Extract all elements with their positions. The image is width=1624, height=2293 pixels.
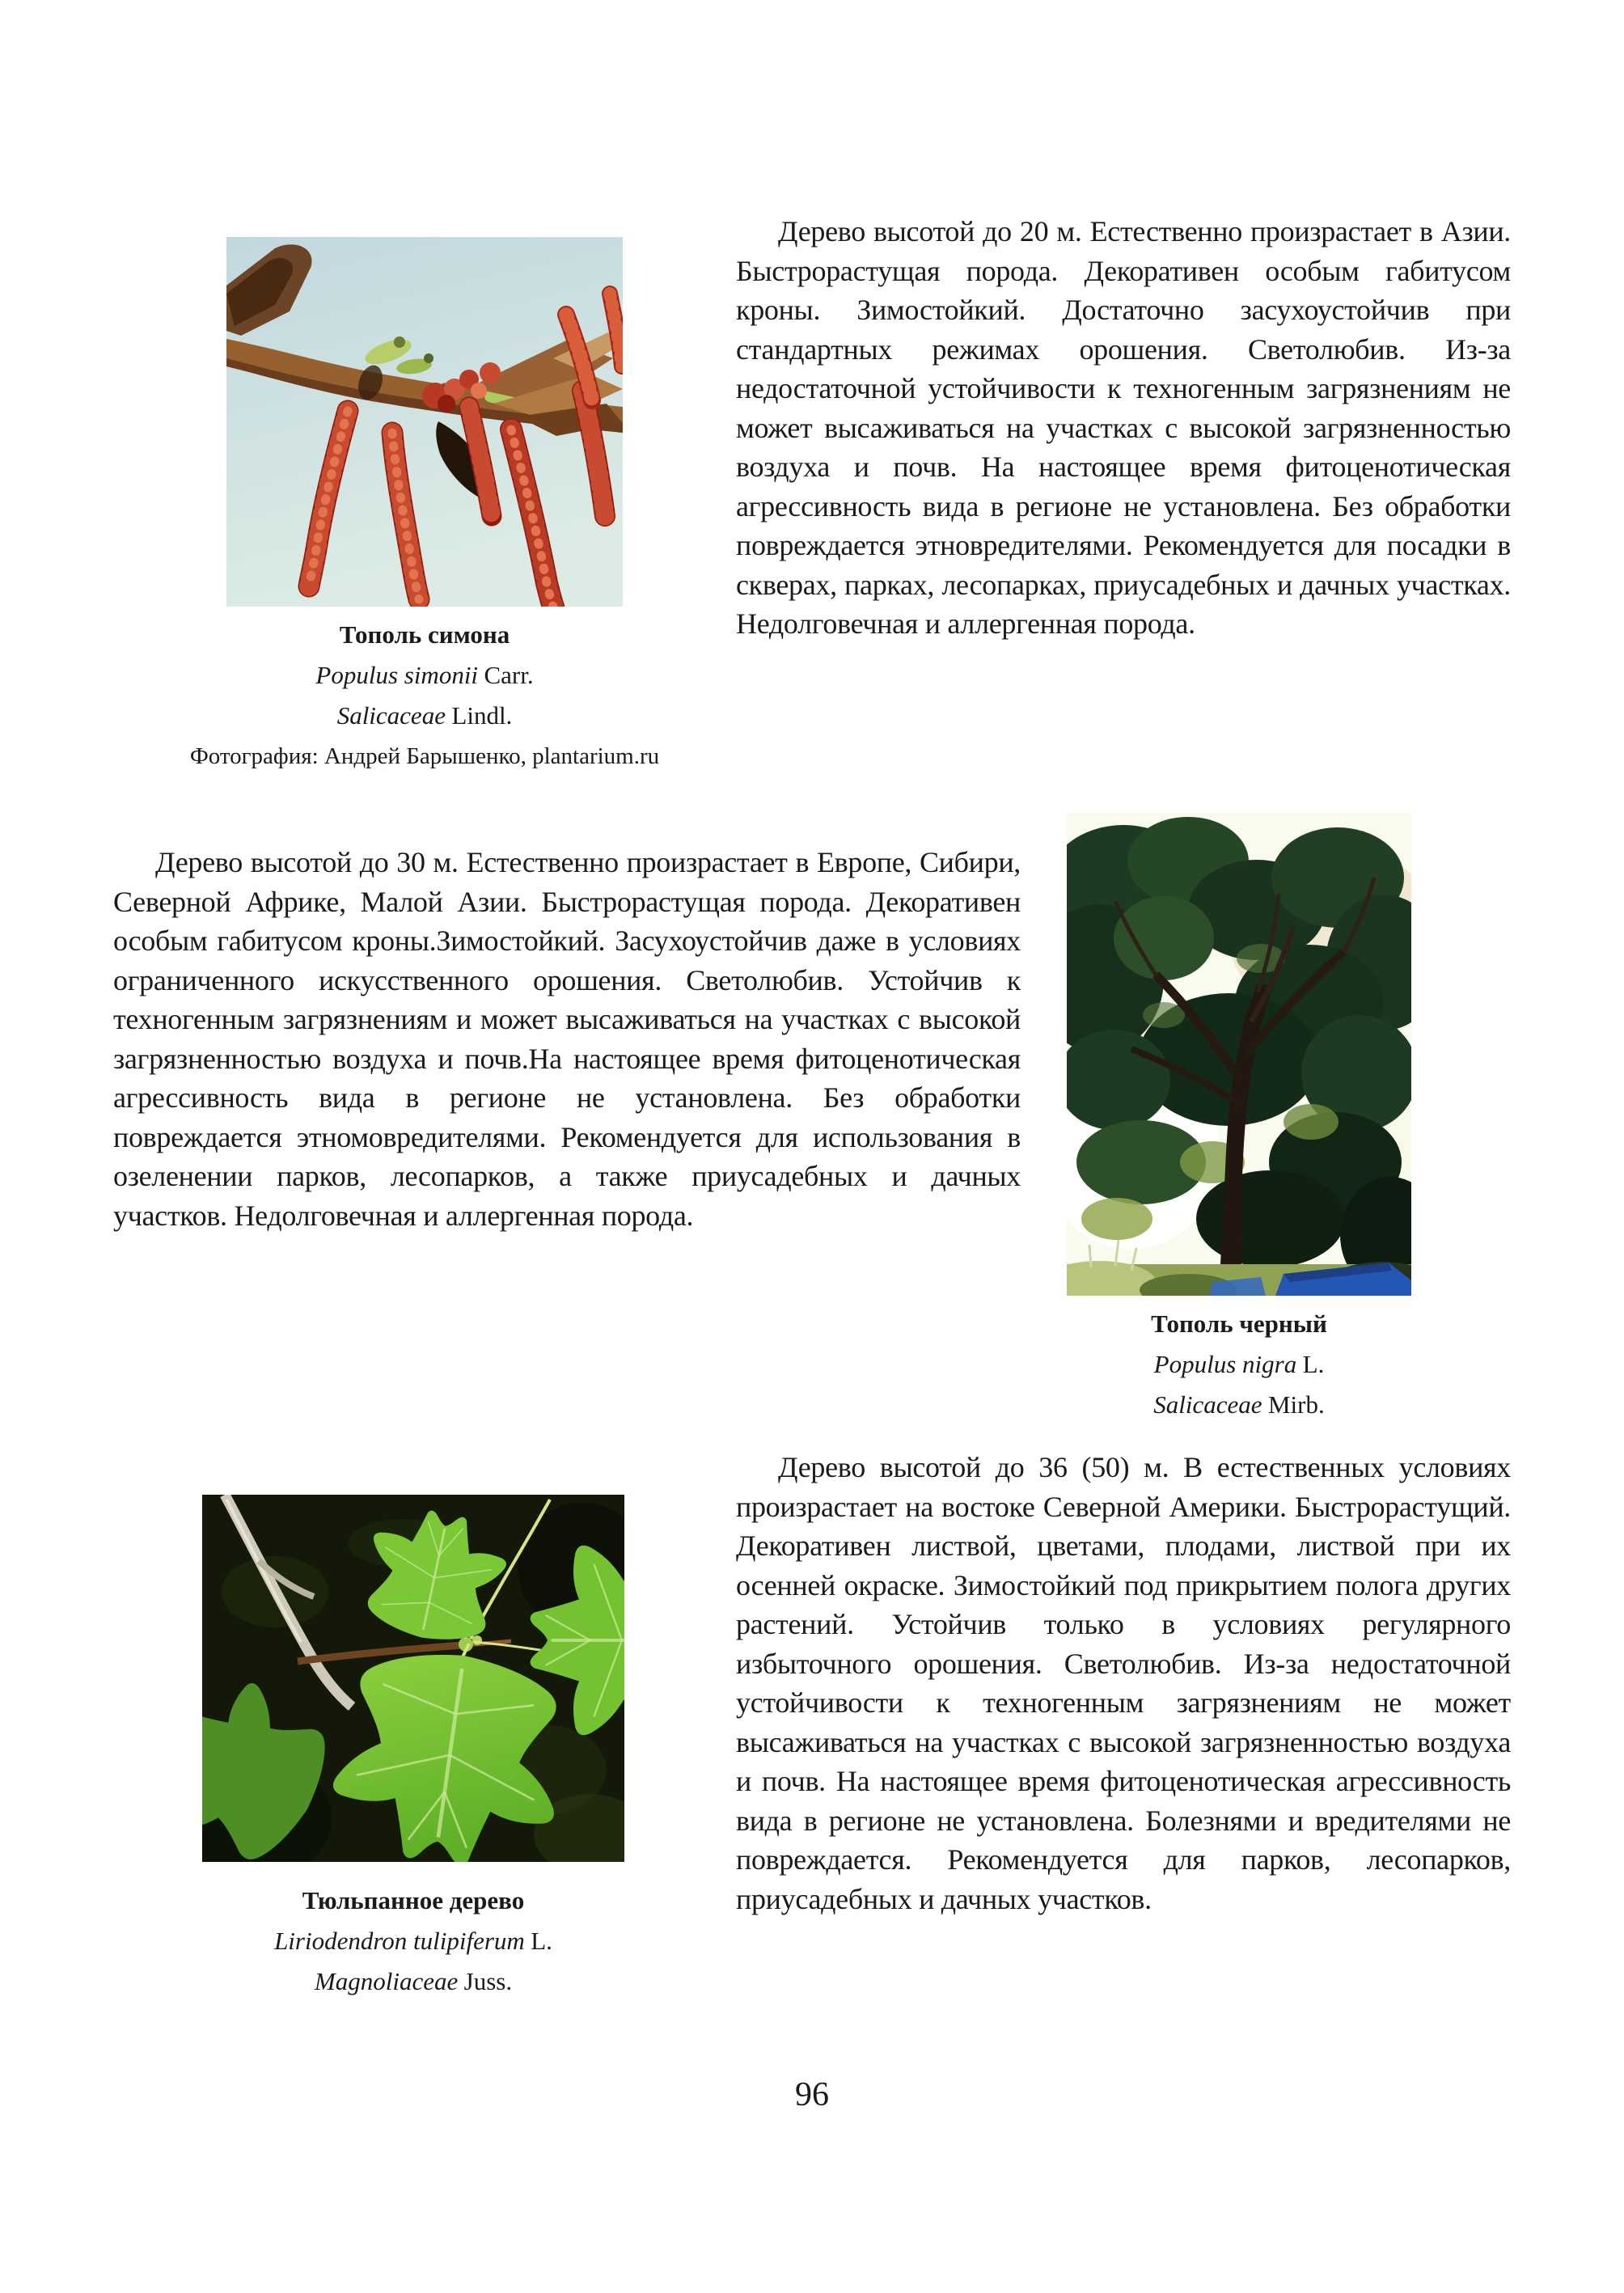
family-author: Mirb. xyxy=(1267,1390,1325,1419)
plant-common-name: Тополь черный xyxy=(1151,1309,1327,1338)
family-binomial: Magnoliaceae xyxy=(314,1967,459,1995)
populus-nigra-caption xyxy=(1061,1304,1417,1425)
liriodendron-description: Дерево высотой до 36 (50) м. В естественных условиях произрастает на востоке Северной Америки. Быстрорастущий. Декоративен листвой, цветами, плодами, листвой при их осенней окраске. Зимостойкий под прикрытием полога других растений. Устойчив только в условиях регулярного избыточного орошения. Светолюбив. Из-за недостаточной устойчивости к техногенным загрязнениям не может высаживаться на участках с высокой загрязненностью воздуха и почв. На настоящее время фитоценотическая агрессивность вида в регионе не установлена. Болезнями и вредителями не повреждается. Рекомендуется для парков, лесопарков, приусадебных и дачных участков. xyxy=(736,1451,1511,1915)
populus-nigra-photo xyxy=(1067,813,1411,1296)
species-binomial: Populus simonii xyxy=(315,661,479,689)
catkins-photo-illustration xyxy=(226,237,623,607)
plant-latin-name xyxy=(125,655,724,696)
plant-family-name xyxy=(1061,1385,1417,1425)
species-binomial: Liriodendron tulipiferum xyxy=(274,1927,525,1955)
photo-credit: Фотография: Андрей Барышенко, plantarium.ru xyxy=(189,743,660,769)
populus-simonii-photo xyxy=(226,237,623,607)
tulip-tree-leaves-illustration xyxy=(202,1495,624,1862)
populus-simonii-caption xyxy=(125,615,724,776)
page-number: 96 xyxy=(795,2076,829,2113)
populus-nigra-description: Дерево высотой до 30 м. Естественно произрастает в Европе, Сибири, Северной Африке, Малой Азии. Быстрорастущая порода. Декоративен особым габитусом кроны.Зимостойкий. Засухоустойчив даже в условиях ограниченного искусственного орошения. Светолюбив. Устойчив к техногенным загрязнениям и может высаживаться на участках с высокой загрязненностью воздуха и почв.На настоящее время фитоценотическая агрессивность вида в регионе не установлена. Без обработки повреждается этномовредителями. Рекомендуется для использования в озеленении парков, лесопарков, а также приусадебных и дачных участков. Недолговечная и аллергенная порода. xyxy=(113,846,1021,1232)
family-author: Lindl. xyxy=(451,701,513,730)
populus-simonii-description: Дерево высотой до 20 м. Естественно произрастает в Азии. Быстрорастущая порода. Декоративен особым габитусом кроны. Зимостойкий. Достаточно засухоустойчив при стандартных режимах орошения. Светолюбив. Из-за недостаточной устойчивости к техногенным загрязнениям не может высаживаться на участках с высокой загрязненностью воздуха и почв. На настоящее время фитоценотическая агрессивность вида в регионе не установлена. Без обработки повреждается этновредителями. Рекомендуется для посадки в скверах, парках, лесопарках, приусадебных и дачных участках. Недолговечная и аллергенная порода. xyxy=(736,215,1511,640)
family-binomial: Salicaceae xyxy=(336,701,446,730)
plant-common-name: Тополь симона xyxy=(339,620,510,649)
family-binomial: Salicaceae xyxy=(1153,1390,1262,1419)
tree-photo-illustration xyxy=(1067,813,1411,1296)
family-author: Juss. xyxy=(463,1967,513,1995)
plant-latin-name xyxy=(1061,1344,1417,1385)
plant-latin-name xyxy=(114,1921,713,1961)
species-binomial: Populus nigra xyxy=(1153,1350,1297,1378)
liriodendron-caption xyxy=(114,1881,713,2002)
liriodendron-photo xyxy=(202,1495,624,1862)
species-author: L. xyxy=(531,1927,552,1955)
plant-family-name xyxy=(114,1961,713,2002)
plant-family-name xyxy=(125,696,724,736)
plant-common-name: Тюльпанное дерево xyxy=(302,1886,525,1914)
species-author: L. xyxy=(1302,1350,1325,1378)
species-author: Carr. xyxy=(484,661,534,689)
